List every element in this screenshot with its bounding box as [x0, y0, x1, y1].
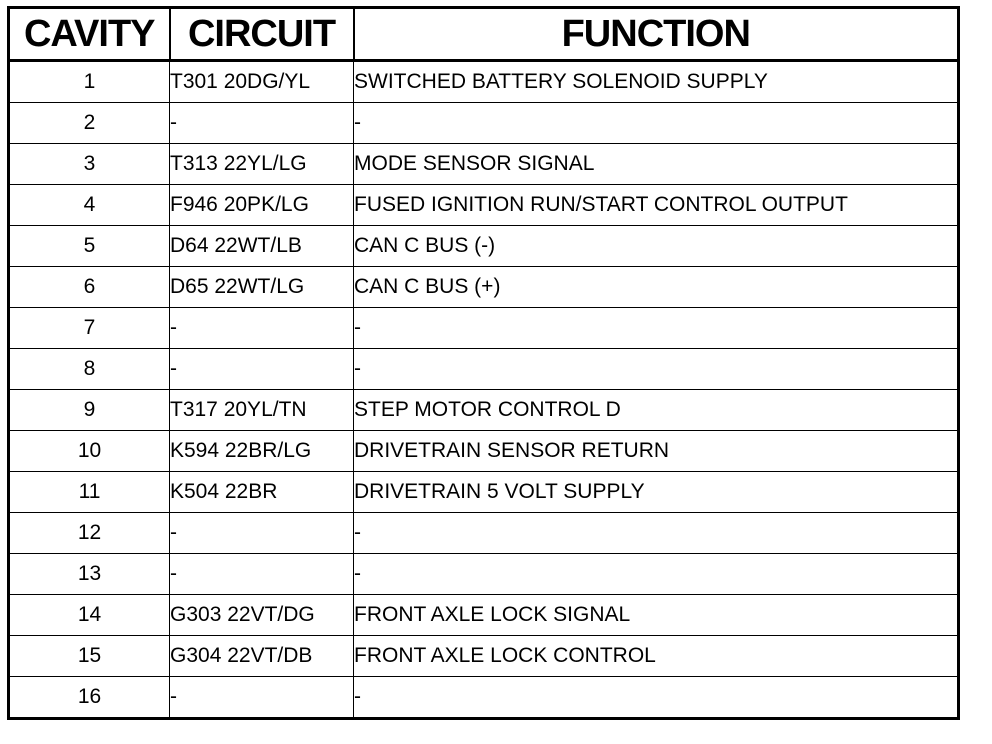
- circuit-cell: -: [170, 554, 354, 595]
- circuit-cell: -: [170, 349, 354, 390]
- cavity-cell: 16: [9, 677, 170, 719]
- function-cell: CAN C BUS (-): [354, 226, 959, 267]
- cavity-cell: 7: [9, 308, 170, 349]
- function-cell: -: [354, 349, 959, 390]
- cavity-cell: 6: [9, 267, 170, 308]
- circuit-cell: -: [170, 513, 354, 554]
- header-row: [9, 8, 959, 61]
- function-cell: CAN C BUS (+): [354, 267, 959, 308]
- cavity-header: CAVITY: [9, 8, 170, 61]
- circuit-cell: T301 20DG/YL: [170, 61, 354, 103]
- table-row: [9, 185, 959, 226]
- cavity-cell: 8: [9, 349, 170, 390]
- cavity-cell: 13: [9, 554, 170, 595]
- function-cell: FRONT AXLE LOCK CONTROL: [354, 636, 959, 677]
- cavity-cell: 4: [9, 185, 170, 226]
- table-row: [9, 103, 959, 144]
- circuit-cell: D64 22WT/LB: [170, 226, 354, 267]
- circuit-cell: -: [170, 677, 354, 719]
- cavity-cell: 5: [9, 226, 170, 267]
- function-cell: -: [354, 554, 959, 595]
- circuit-cell: D65 22WT/LG: [170, 267, 354, 308]
- cavity-cell: 14: [9, 595, 170, 636]
- function-cell: -: [354, 103, 959, 144]
- function-cell: DRIVETRAIN SENSOR RETURN: [354, 431, 959, 472]
- circuit-cell: T317 20YL/TN: [170, 390, 354, 431]
- cavity-cell: 12: [9, 513, 170, 554]
- function-header: FUNCTION: [354, 8, 959, 61]
- table-row: [9, 308, 959, 349]
- table-row: [9, 61, 959, 103]
- circuit-cell: -: [170, 308, 354, 349]
- function-cell: MODE SENSOR SIGNAL: [354, 144, 959, 185]
- circuit-cell: K504 22BR: [170, 472, 354, 513]
- function-cell: FRONT AXLE LOCK SIGNAL: [354, 595, 959, 636]
- cavity-cell: 15: [9, 636, 170, 677]
- function-cell: DRIVETRAIN 5 VOLT SUPPLY: [354, 472, 959, 513]
- function-cell: -: [354, 513, 959, 554]
- cavity-cell: 10: [9, 431, 170, 472]
- cavity-cell: 3: [9, 144, 170, 185]
- cavity-cell: 11: [9, 472, 170, 513]
- table-row: [9, 595, 959, 636]
- table-row: [9, 390, 959, 431]
- table-row: [9, 677, 959, 719]
- circuit-cell: G303 22VT/DG: [170, 595, 354, 636]
- function-cell: FUSED IGNITION RUN/START CONTROL OUTPUT: [354, 185, 959, 226]
- table-row: [9, 513, 959, 554]
- function-cell: SWITCHED BATTERY SOLENOID SUPPLY: [354, 61, 959, 103]
- cavity-cell: 2: [9, 103, 170, 144]
- circuit-cell: F946 20PK/LG: [170, 185, 354, 226]
- cavity-cell: 1: [9, 61, 170, 103]
- table-row: [9, 349, 959, 390]
- function-cell: -: [354, 677, 959, 719]
- connector-pinout-table: [7, 6, 960, 720]
- table-row: [9, 144, 959, 185]
- circuit-cell: K594 22BR/LG: [170, 431, 354, 472]
- circuit-header: CIRCUIT: [170, 8, 354, 61]
- table-row: [9, 554, 959, 595]
- table-row: [9, 431, 959, 472]
- function-cell: STEP MOTOR CONTROL D: [354, 390, 959, 431]
- table-row: [9, 226, 959, 267]
- table-row: [9, 636, 959, 677]
- circuit-cell: T313 22YL/LG: [170, 144, 354, 185]
- function-cell: -: [354, 308, 959, 349]
- circuit-cell: G304 22VT/DB: [170, 636, 354, 677]
- circuit-cell: -: [170, 103, 354, 144]
- pinout-table-container: [7, 6, 960, 720]
- table-row: [9, 267, 959, 308]
- cavity-cell: 9: [9, 390, 170, 431]
- table-row: [9, 472, 959, 513]
